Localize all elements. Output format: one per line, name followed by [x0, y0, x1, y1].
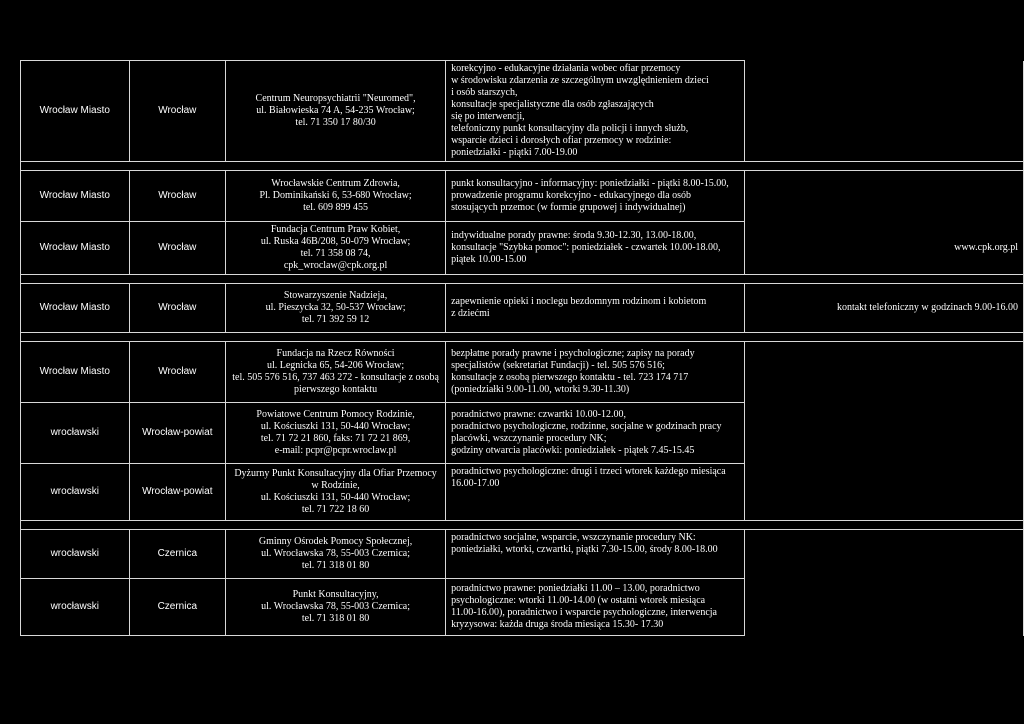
- services-line: (poniedziałki 9.00-11.00, wtorki 9.30-11.30): [451, 384, 630, 395]
- services-cell: [446, 579, 745, 636]
- spacer-cell: [21, 162, 1024, 171]
- services-table-body: [21, 61, 1024, 636]
- services-table-container: [20, 60, 1024, 636]
- institution-line: tel. 71 318 01 80: [301, 560, 370, 571]
- services-line: konsultacje z osobą pierwszego kontaktu - tel. 723 174 717: [451, 372, 689, 383]
- services-line: specjalistów (sekretariat Fundacji) - tel. 505 576 516;: [451, 360, 665, 371]
- institution-email-line[interactable]: cpk_wroclaw@cpk.org.pl: [283, 260, 388, 271]
- services-line: konsultacje "Szybka pomoc": poniedziałek - czwartek 10.00-18.00,: [451, 242, 721, 253]
- institution-line: Stowarzyszenie Nadzieja,: [283, 290, 388, 301]
- institution-line: Fundacja Centrum Praw Kobiet,: [270, 224, 401, 235]
- services-line: korekcyjno - edukacyjne działania wobec ofiar przemocy: [451, 63, 681, 74]
- services-line: poradnictwo psychologiczne: drugi i trzeci wtorek każdego miesiąca: [451, 466, 726, 477]
- table-row: [21, 342, 1024, 403]
- institution-line: tel. 71 318 01 80: [301, 613, 370, 624]
- services-line: 16.00-17.00: [451, 478, 500, 489]
- services-cell: [446, 284, 745, 333]
- institution-cell: [226, 61, 446, 162]
- services-line: placówki, wszczynanie procedury NK;: [451, 433, 607, 444]
- table-row: [21, 403, 1024, 464]
- institution-line: ul. Ruska 46B/208, 50-079 Wrocław;: [260, 236, 411, 247]
- services-line: piątek 10.00-15.00: [451, 254, 527, 265]
- services-line: i osób starszych,: [451, 87, 518, 98]
- institution-line: ul. Pieszycka 32, 50-537 Wrocław;: [265, 302, 406, 313]
- services-cell: [446, 171, 745, 222]
- table-row: [21, 464, 1024, 521]
- district-cell: wrocławski: [21, 464, 130, 521]
- institution-line: tel. 71 392 59 12: [301, 314, 370, 325]
- institution-cell: [226, 464, 446, 521]
- institution-line: Gminny Ośrodek Pomocy Społecznej,: [258, 536, 413, 547]
- row-spacer: [21, 333, 1024, 342]
- note-cell: [744, 530, 1023, 579]
- city-cell: Wrocław: [129, 284, 226, 333]
- institution-line: Wrocławskie Centrum Zdrowia,: [271, 178, 400, 189]
- city-cell: Czernica: [129, 579, 226, 636]
- institution-cell: [226, 284, 446, 333]
- institution-line: Powiatowe Centrum Pomocy Rodzinie,: [256, 409, 415, 420]
- services-line: prowadzenie programu korekcyjno - edukacyjnego dla osób: [451, 190, 691, 201]
- city-cell: Wrocław: [129, 171, 226, 222]
- city-cell: Wrocław-powiat: [129, 403, 226, 464]
- institution-line: tel. 71 350 17 80/30: [295, 117, 376, 128]
- services-line: poradnictwo socjalne, wsparcie, wszczynanie procedury NK:: [451, 532, 696, 543]
- services-line: poniedziałki - piątki 7.00-19.00: [451, 147, 578, 158]
- institution-line: ul. Wrocławska 78, 55-003 Czernica;: [261, 548, 410, 559]
- services-line: stosujących przemoc (w formie grupowej i indywidualnej): [451, 202, 686, 213]
- services-cell: [446, 342, 745, 403]
- note-cell: [744, 342, 1023, 403]
- institution-line: Punkt Konsultacyjny,: [292, 589, 379, 600]
- institution-cell: [226, 403, 446, 464]
- institution-line: w Rodzinie,: [311, 480, 360, 491]
- row-spacer: [21, 162, 1024, 171]
- note-cell: [744, 403, 1023, 464]
- services-line: zapewnienie opieki i noclegu bezdomnym rodzinom i kobietom: [451, 296, 707, 307]
- institution-cell: [226, 579, 446, 636]
- services-cell: [446, 222, 745, 275]
- services-line: z dziećmi: [451, 308, 490, 319]
- institution-line: tel. 609 899 455: [303, 202, 369, 213]
- table-row: [21, 222, 1024, 275]
- institution-line: ul. Legnicka 65, 54-206 Wrocław;: [266, 360, 405, 371]
- services-line: punkt konsultacyjno - informacyjny: poniedziałki - piątki 8.00-15.00,: [451, 178, 729, 189]
- note-cell: [744, 171, 1023, 222]
- services-line: psychologiczne: wtorki 11.00-14.00 (w ostatni wtorek miesiąca: [451, 595, 706, 606]
- institution-line: pierwszego kontaktu: [294, 384, 378, 395]
- institution-line: Centrum Neuropsychiatrii "Neuromed",: [255, 93, 416, 104]
- spacer-cell: [21, 275, 1024, 284]
- spacer-cell: [21, 521, 1024, 530]
- services-line: 11.00-16.00), poradnictwo i wsparcie psychologiczne, interwencja: [451, 607, 717, 618]
- note-cell: kontakt telefoniczny w godzinach 9.00-16.00: [744, 284, 1023, 333]
- row-spacer: [21, 521, 1024, 530]
- services-line: poniedziałki, wtorki, czwartki, piątki 7.30-15.00, środy 8.00-18.00: [451, 544, 718, 555]
- table-row: [21, 530, 1024, 579]
- institution-line: Fundacja na Rzecz Równości: [276, 348, 395, 359]
- institution-cell: [226, 530, 446, 579]
- services-line: poradnictwo prawne: czwartki 10.00-12.00,: [451, 409, 627, 420]
- table-row: [21, 284, 1024, 333]
- services-cell: [446, 530, 745, 579]
- services-line: wsparcie dzieci i dorosłych ofiar przemocy w rodzinie:: [451, 135, 672, 146]
- institution-line: ul. Wrocławska 78, 55-003 Czernica;: [261, 601, 410, 612]
- services-line: indywidualne porady prawne: środa 9.30-12.30, 13.00-18.00,: [451, 230, 697, 241]
- district-cell: Wrocław Miasto: [21, 222, 130, 275]
- services-line: konsultacje specjalistyczne dla osób zgłaszających: [451, 99, 654, 110]
- institution-line: ul. Kościuszki 131, 50-440 Wrocław;: [260, 492, 411, 503]
- services-line: się po interwencji,: [451, 111, 525, 122]
- note-cell: [744, 61, 1023, 162]
- services-line: w środowisku zdarzenia ze szczególnym uwzględnieniem dzieci: [451, 75, 709, 86]
- services-line: kryzysowa: każda druga środa miesiąca 15.30- 17.30: [451, 619, 664, 630]
- services-cell: [446, 464, 745, 521]
- note-cell-website[interactable]: www.cpk.org.pl: [744, 222, 1023, 275]
- district-cell: wrocławski: [21, 403, 130, 464]
- institution-line: tel. 71 358 08 74,: [300, 248, 371, 259]
- note-cell: [744, 579, 1023, 636]
- services-table: [20, 60, 1024, 636]
- table-row: [21, 579, 1024, 636]
- institution-line: tel. 71 722 18 60: [301, 504, 370, 515]
- spacer-cell: [21, 333, 1024, 342]
- services-cell: [446, 403, 745, 464]
- services-line: bezpłatne porady prawne i psychologiczne; zapisy na porady: [451, 348, 695, 359]
- services-line: telefoniczny punkt konsultacyjny dla policji i innych służb,: [451, 123, 689, 134]
- services-line: poradnictwo psychologiczne, rodzinne, socjalne w godzinach pracy: [451, 421, 722, 432]
- district-cell: wrocławski: [21, 579, 130, 636]
- services-line: poradnictwo prawne: poniedziałki 11.00 – 13.00, poradnictwo: [451, 583, 700, 594]
- services-cell: [446, 61, 745, 162]
- note-cell: [744, 464, 1023, 521]
- table-row: [21, 171, 1024, 222]
- institution-line: ul. Kościuszki 131, 50-440 Wrocław;: [260, 421, 411, 432]
- district-cell: Wrocław Miasto: [21, 61, 130, 162]
- institution-cell: [226, 222, 446, 275]
- institution-cell: [226, 342, 446, 403]
- district-cell: wrocławski: [21, 530, 130, 579]
- institution-line: tel. 71 72 21 860, faks: 71 72 21 869,: [260, 433, 411, 444]
- institution-line: tel. 505 576 516, 737 463 272 - konsultacje z osobą: [232, 372, 439, 383]
- institution-line: Pl. Dominikański 6, 53-680 Wrocław;: [259, 190, 412, 201]
- institution-line: ul. Białowieska 74 A, 54-235 Wrocław;: [256, 105, 415, 116]
- district-cell: Wrocław Miasto: [21, 171, 130, 222]
- institution-cell: [226, 171, 446, 222]
- institution-line: Dyżurny Punkt Konsultacyjny dla Ofiar Przemocy: [234, 468, 437, 479]
- city-cell: Czernica: [129, 530, 226, 579]
- city-cell: Wrocław: [129, 61, 226, 162]
- city-cell: Wrocław-powiat: [129, 464, 226, 521]
- district-cell: Wrocław Miasto: [21, 342, 130, 403]
- district-cell: Wrocław Miasto: [21, 284, 130, 333]
- institution-email-line[interactable]: e-mail: pcpr@pcpr.wroclaw.pl: [274, 445, 397, 456]
- table-row: [21, 61, 1024, 162]
- services-line: godziny otwarcia placówki: poniedziałek - piątek 7.45-15.45: [451, 445, 695, 456]
- row-spacer: [21, 275, 1024, 284]
- city-cell: Wrocław: [129, 222, 226, 275]
- city-cell: Wrocław: [129, 342, 226, 403]
